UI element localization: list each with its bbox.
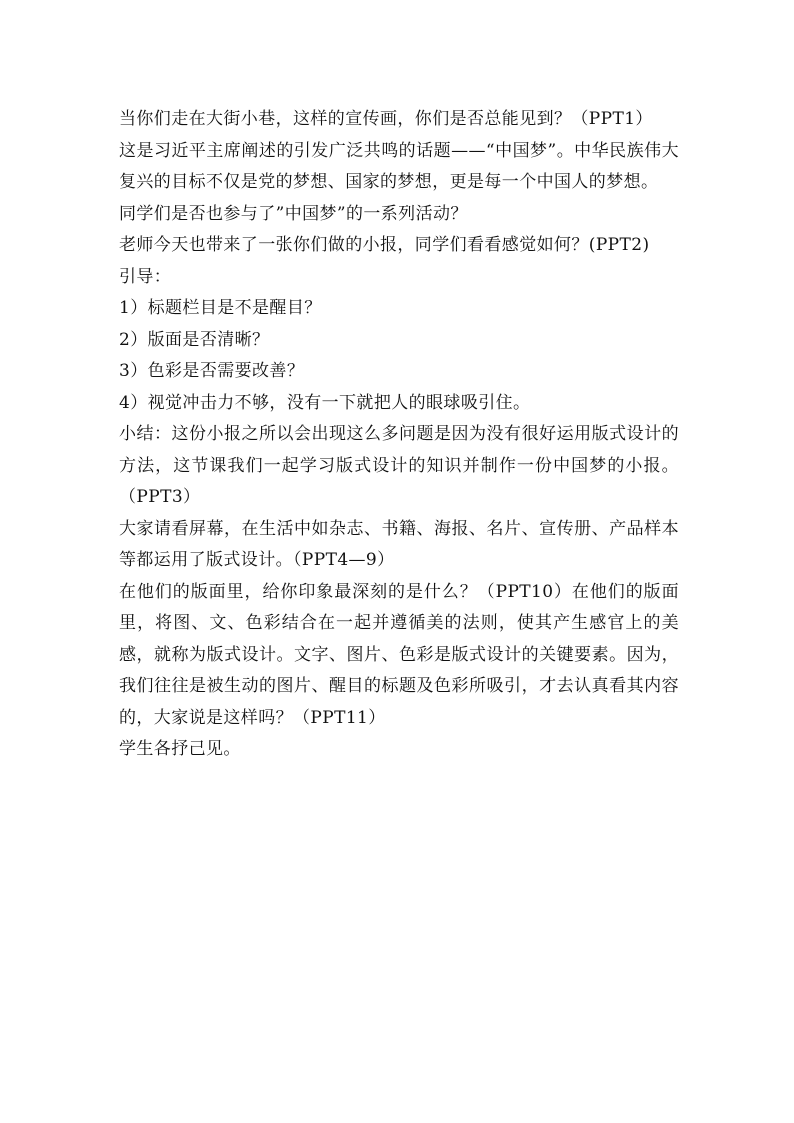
- paragraph-student-opinions: 学生各抒己见。: [119, 739, 241, 759]
- paragraph-screen-examples: 大家请看屏幕，在生活中如杂志、书籍、海报、名片、宣传册、产品样本等都运用了版式设计。（PPT4—9）: [119, 518, 679, 570]
- paragraph-newspaper-question: 老师今天也带来了一张你们做的小报，同学们看看感觉如何？(PPT2): [119, 235, 650, 255]
- paragraph-chinese-dream: 这是习近平主席阐述的引发广泛共鸣的话题——“中国梦”。中华民族伟大复兴的目标不仅是党的梦想、国家的梦想，更是每一个中国人的梦想。: [119, 140, 679, 192]
- paragraph-layout-definition: 在他们的版面里，给你印象最深刻的是什么？（PPT10）在他们的版面里，将图、文、色彩结合在一起并遵循美的法则，使其产生感官上的美感，就称为版式设计。文字、图片、色彩是版式设计的关键要素。因为，我们往往是被生动的图片、醒目的标题及色彩所吸引，才去认真看其内容的，大家说是这样吗？（PPT11）: [119, 581, 679, 728]
- list-item-title-column: 1）标题栏目是不是醒目？: [119, 298, 322, 318]
- list-item-layout-clarity: 2）版面是否清晰？: [119, 329, 270, 350]
- list-item-visual-impact: 4）视觉冲击力不够，没有一下就把人的眼球吸引住。: [119, 392, 531, 413]
- paragraph-intro-question: 当你们走在大街小巷，这样的宣传画，你们是否总能见到？（PPT1）: [119, 109, 653, 129]
- list-item-color: 3）色彩是否需要改善？: [119, 361, 305, 381]
- document-body: [119, 104, 679, 766]
- paragraph-activity-question: 同学们是否也参与了”中国梦”的一系列活动？: [119, 203, 468, 224]
- paragraph-summary: 小结：这份小报之所以会出现这么多问题是因为没有很好运用版式设计的方法，这节课我们一起学习版式设计的知识并制作一份中国梦的小报。（PPT3）: [119, 424, 679, 507]
- paragraph-guide-label: 引导：: [119, 266, 172, 287]
